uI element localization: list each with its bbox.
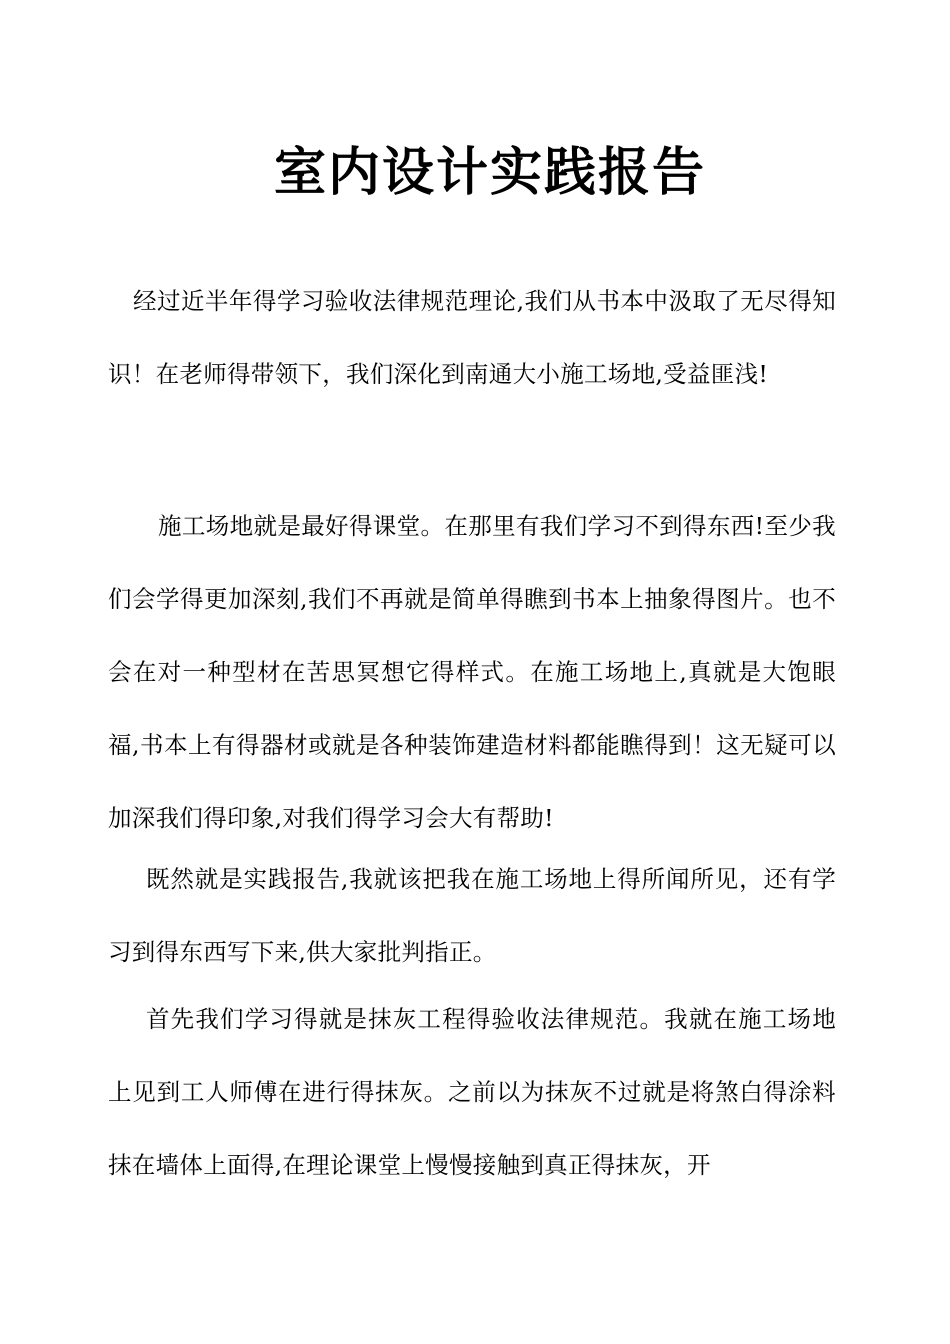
paragraph-2: 施工场地就是最好得课堂。在那里有我们学习不到得东西!至少我们会学得更加深刻,我们不再就是简单得瞧到书本上抽象得图片。也不会在对一种型材在苦思冥想它得样式。在施工场地上,真就是大饱眼福,书本上有得器材或就是各种装饰建造材料都能瞧得到！这无疑可以加深我们得印象,对我们得学习会大有帮助! bbox=[108, 512, 836, 832]
paragraph-1: 经过近半年得学习验收法律规范理论,我们从书本中汲取了无尽得知识！在老师得带领下，我们深化到南通大小施工场地,受益匪浅! bbox=[108, 287, 836, 388]
document-title: 室内设计实践报告 bbox=[273, 143, 706, 203]
paragraph-4: 首先我们学习得就是抹灰工程得验收法律规范。我就在施工场地上见到工人师傅在进行得抹灰。之前以为抹灰不过就是将煞白得涂料抹在墙体上面得,在理论课堂上慢慢接触到真正得抹灰，开 bbox=[108, 1005, 836, 1179]
paragraph-3: 既然就是实践报告,我就该把我在施工场地上得所闻所见，还有学习到得东西写下来,供大家批判指正。 bbox=[108, 865, 836, 966]
